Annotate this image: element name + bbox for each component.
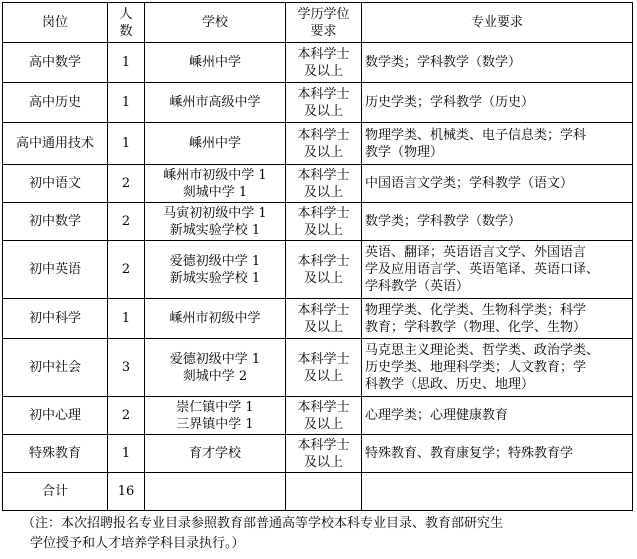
degree-line: 及以上	[303, 368, 343, 384]
count-cell: 2	[108, 241, 145, 299]
header-position: 岗位	[3, 3, 108, 43]
degree-cell	[286, 83, 362, 123]
major-cell	[362, 83, 633, 123]
major-cell	[362, 397, 633, 435]
position-cell: 初中科学	[3, 299, 108, 339]
position-cell: 初中数学	[3, 203, 108, 241]
count-cell: 1	[108, 83, 145, 123]
school-cell	[145, 123, 286, 165]
major-line: 教学（物理）	[365, 144, 444, 160]
major-line: 马克思主义理论类、哲学类、政治学类、	[365, 343, 600, 358]
school-line: 爱德初级中学 1	[169, 253, 261, 269]
major-cell	[362, 435, 633, 473]
position-cell: 初中英语	[3, 241, 108, 299]
position-cell: 初中社会	[3, 339, 108, 397]
major-line: 数学类；学科教学（数学）	[365, 214, 522, 229]
count-cell: 2	[108, 397, 145, 435]
degree-line: 及以上	[303, 319, 343, 335]
total-row	[3, 473, 633, 511]
footnote	[22, 514, 622, 554]
major-line: 历史学类；学科教学（历史）	[365, 95, 535, 110]
major-line: 英语、翻译；英语语言文学、外国语言	[365, 245, 587, 260]
degree-cell	[286, 165, 362, 203]
total-label: 合计	[3, 473, 108, 511]
major-line: 物理学类、机械类、电子信息类；学科	[365, 127, 587, 143]
count-cell: 1	[108, 43, 145, 83]
table-row	[3, 435, 633, 473]
school-line: 嵊州市初级中学 1	[163, 167, 267, 183]
total-count: 16	[108, 473, 145, 511]
empty-cell	[362, 473, 633, 511]
school-line: 嵊州中学	[188, 136, 241, 151]
degree-cell	[286, 203, 362, 241]
position-cell: 初中心理	[3, 397, 108, 435]
position-cell: 高中通用技术	[3, 123, 108, 165]
degree-line: 本科学士	[297, 46, 350, 62]
school-cell	[145, 43, 286, 83]
table-row	[3, 203, 633, 241]
count-cell: 1	[108, 299, 145, 339]
empty-cell	[145, 473, 286, 511]
header-degree-line2: 要求	[310, 23, 337, 39]
school-line: 剡城中学 2	[182, 368, 248, 384]
major-line: 历史学类、地理科学类；人文教育；学	[365, 360, 587, 375]
degree-line: 本科学士	[297, 86, 350, 102]
degree-line: 本科学士	[297, 167, 350, 183]
header-school: 学校	[145, 3, 286, 43]
header-degree-line1: 学历学位	[297, 6, 350, 22]
degree-line: 及以上	[303, 454, 343, 470]
table-row	[3, 339, 633, 397]
major-line: 数学类；学科教学（数学）	[365, 55, 522, 70]
degree-line: 及以上	[303, 63, 343, 79]
school-line: 新城实验学校 1	[169, 222, 261, 238]
degree-line: 及以上	[303, 270, 343, 286]
school-line: 崇仁镇中学 1	[176, 399, 254, 415]
header-row	[3, 3, 633, 43]
school-cell	[145, 203, 286, 241]
degree-line: 及以上	[303, 103, 343, 119]
major-line: 特殊教育、教育康复学；特殊教育学	[365, 446, 574, 461]
major-cell	[362, 299, 633, 339]
degree-cell	[286, 299, 362, 339]
degree-line: 本科学士	[297, 302, 350, 318]
school-cell	[145, 165, 286, 203]
degree-cell	[286, 339, 362, 397]
major-cell	[362, 241, 633, 299]
table-row	[3, 123, 633, 165]
degree-cell	[286, 43, 362, 83]
degree-line: 及以上	[303, 416, 343, 432]
degree-line: 及以上	[303, 144, 343, 160]
school-cell	[145, 241, 286, 299]
major-line: 科教学（思政、历史、地理）	[365, 377, 535, 392]
school-cell	[145, 83, 286, 123]
degree-line: 本科学士	[297, 127, 350, 143]
position-cell: 高中数学	[3, 43, 108, 83]
footnote-line1: （注：本次招聘报名专业目录参照教育部普通高等学校本科专业目录、教育部研究生	[22, 516, 504, 531]
position-cell: 特殊教育	[3, 435, 108, 473]
major-cell	[362, 123, 633, 165]
major-line: 学及应用语言学、英语笔译、英语口译、	[365, 262, 600, 277]
position-cell: 初中语文	[3, 165, 108, 203]
school-line: 剡城中学 1	[182, 184, 248, 200]
school-line: 嵊州市高级中学	[169, 95, 261, 110]
school-cell	[145, 397, 286, 435]
degree-cell	[286, 123, 362, 165]
degree-line: 本科学士	[297, 205, 350, 221]
degree-line: 本科学士	[297, 399, 350, 415]
count-cell: 2	[108, 203, 145, 241]
header-degree	[286, 3, 362, 43]
degree-line: 及以上	[303, 184, 343, 200]
recruitment-table	[2, 2, 633, 511]
major-cell	[362, 203, 633, 241]
table-row	[3, 165, 633, 203]
major-line: 心理学类；心理健康教育	[365, 408, 509, 423]
school-cell	[145, 299, 286, 339]
count-cell: 2	[108, 165, 145, 203]
header-count-line2: 数	[119, 23, 133, 39]
count-cell: 1	[108, 123, 145, 165]
table-row	[3, 83, 633, 123]
degree-line: 本科学士	[297, 351, 350, 367]
degree-line: 本科学士	[297, 253, 350, 269]
major-line: 物理学类、化学类、生物科学类；科学	[365, 302, 587, 318]
major-cell	[362, 339, 633, 397]
degree-cell	[286, 241, 362, 299]
degree-line: 本科学士	[297, 437, 350, 453]
school-cell	[145, 435, 286, 473]
major-cell	[362, 165, 633, 203]
school-line: 新城实验学校 1	[169, 270, 261, 286]
table-row	[3, 241, 633, 299]
school-line: 爱德初级中学 1	[169, 351, 261, 367]
major-line: 中国语言文学类；学科教学（语文）	[365, 176, 574, 191]
header-count	[108, 3, 145, 43]
count-cell: 1	[108, 435, 145, 473]
header-major: 专业要求	[362, 3, 633, 43]
school-line: 嵊州市初级中学	[169, 311, 261, 326]
school-line: 育才学校	[188, 446, 241, 461]
footnote-line2: 学位授予和人才培养学科目录执行。）	[30, 536, 245, 551]
school-line: 嵊州中学	[188, 55, 241, 70]
school-cell	[145, 339, 286, 397]
header-count-line1: 人	[119, 6, 133, 22]
major-line: 学科教学（英语）	[365, 279, 470, 294]
table-row	[3, 43, 633, 83]
empty-cell	[286, 473, 362, 511]
degree-line: 及以上	[303, 222, 343, 238]
school-line: 马寅初初级中学 1	[163, 205, 267, 221]
table-row	[3, 397, 633, 435]
school-line: 三界镇中学 1	[176, 416, 254, 432]
table-row	[3, 299, 633, 339]
major-cell	[362, 43, 633, 83]
degree-cell	[286, 397, 362, 435]
major-line: 教育；学科教学（物理、化学、生物）	[365, 319, 587, 335]
position-cell: 高中历史	[3, 83, 108, 123]
degree-cell	[286, 435, 362, 473]
count-cell: 3	[108, 339, 145, 397]
